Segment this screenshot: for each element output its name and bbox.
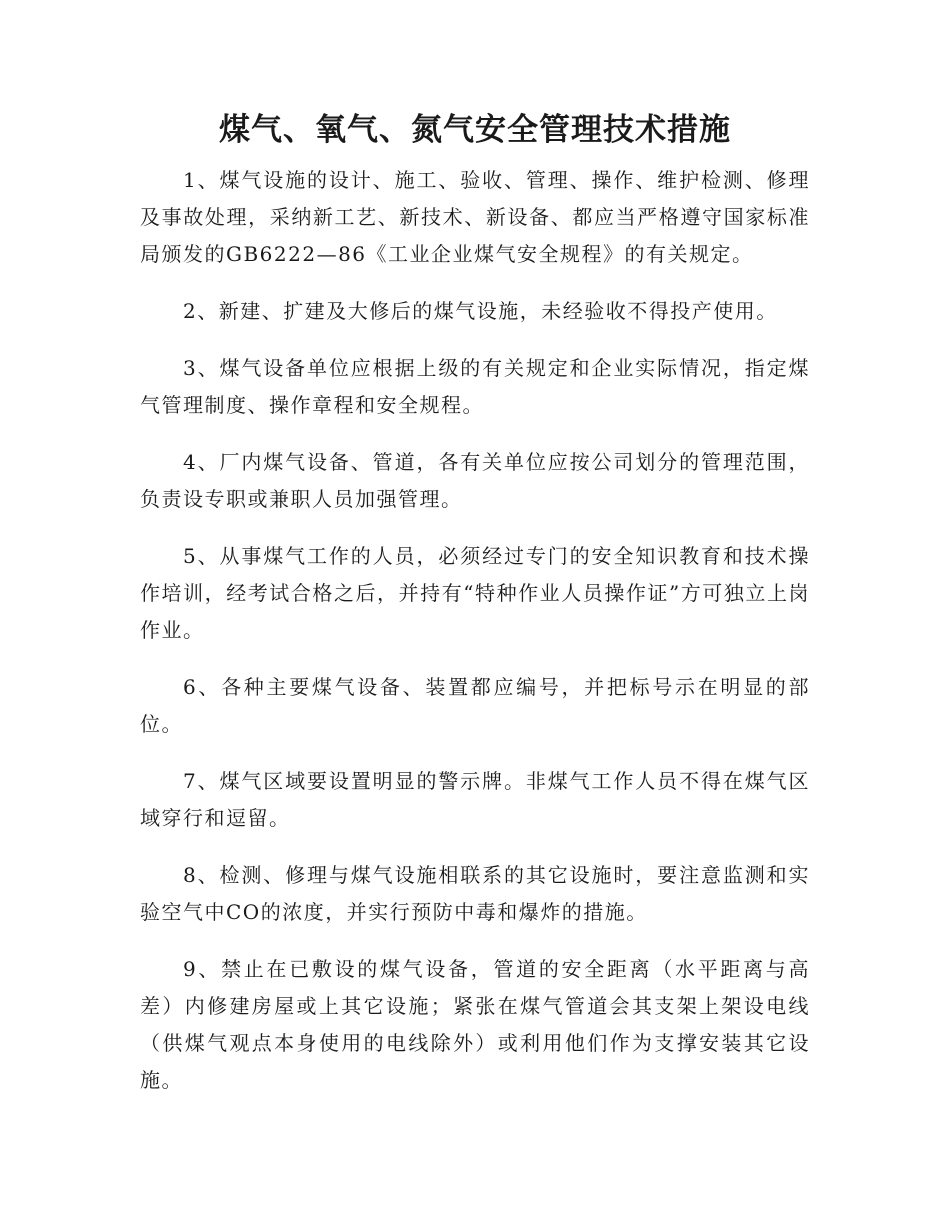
paragraph-9: 9、禁止在已敷设的煤气设备，管道的安全距离（水平距离与高差）内修建房屋或上其它设施；紧张在煤气管道会其支架上架设电线（供煤气观点本身使用的电线除外）或利用他们作为支撑安装其它设施。: [140, 957, 810, 1092]
paragraph-5: 5、从事煤气工作的人员，必须经过专门的安全知识教育和技术操作培训，经考试合格之后，并持有“特种作业人员操作证”方可独立上岗作业。: [140, 544, 810, 642]
document-title: 煤气、氧气、氮气安全管理技术措施: [219, 112, 731, 148]
paragraph-6: 6、各种主要煤气设备、装置都应编号，并把标号示在明显的部位。: [140, 675, 810, 736]
paragraph-8: 8、检测、修理与煤气设施相联系的其它设施时，要注意监测和实验空气中CO的浓度，并实行预防中毒和爆炸的措施。: [140, 863, 810, 924]
paragraph-7: 7、煤气区域要设置明显的警示牌。非煤气工作人员不得在煤气区域穿行和逗留。: [140, 769, 810, 830]
paragraph-2: 2、新建、扩建及大修后的煤气设施，未经验收不得投产使用。: [183, 299, 778, 323]
paragraph-4: 4、厂内煤气设备、管道，各有关单位应按公司划分的管理范围，负责设专职或兼职人员加强管理。: [140, 450, 810, 511]
paragraph-1: 1、煤气设施的设计、施工、验收、管理、操作、维护检测、修理及事故处理，采纳新工艺、新技术、新设备、都应当严格遵守国家标准局颁发的GB6222—86《工业企业煤气安全规程》的有关规定。: [140, 168, 810, 266]
document-body: [140, 162, 810, 1119]
paragraph-3: 3、煤气设备单位应根据上级的有关规定和企业实际情况，指定煤气管理制度、操作章程和安全规程。: [140, 356, 810, 417]
